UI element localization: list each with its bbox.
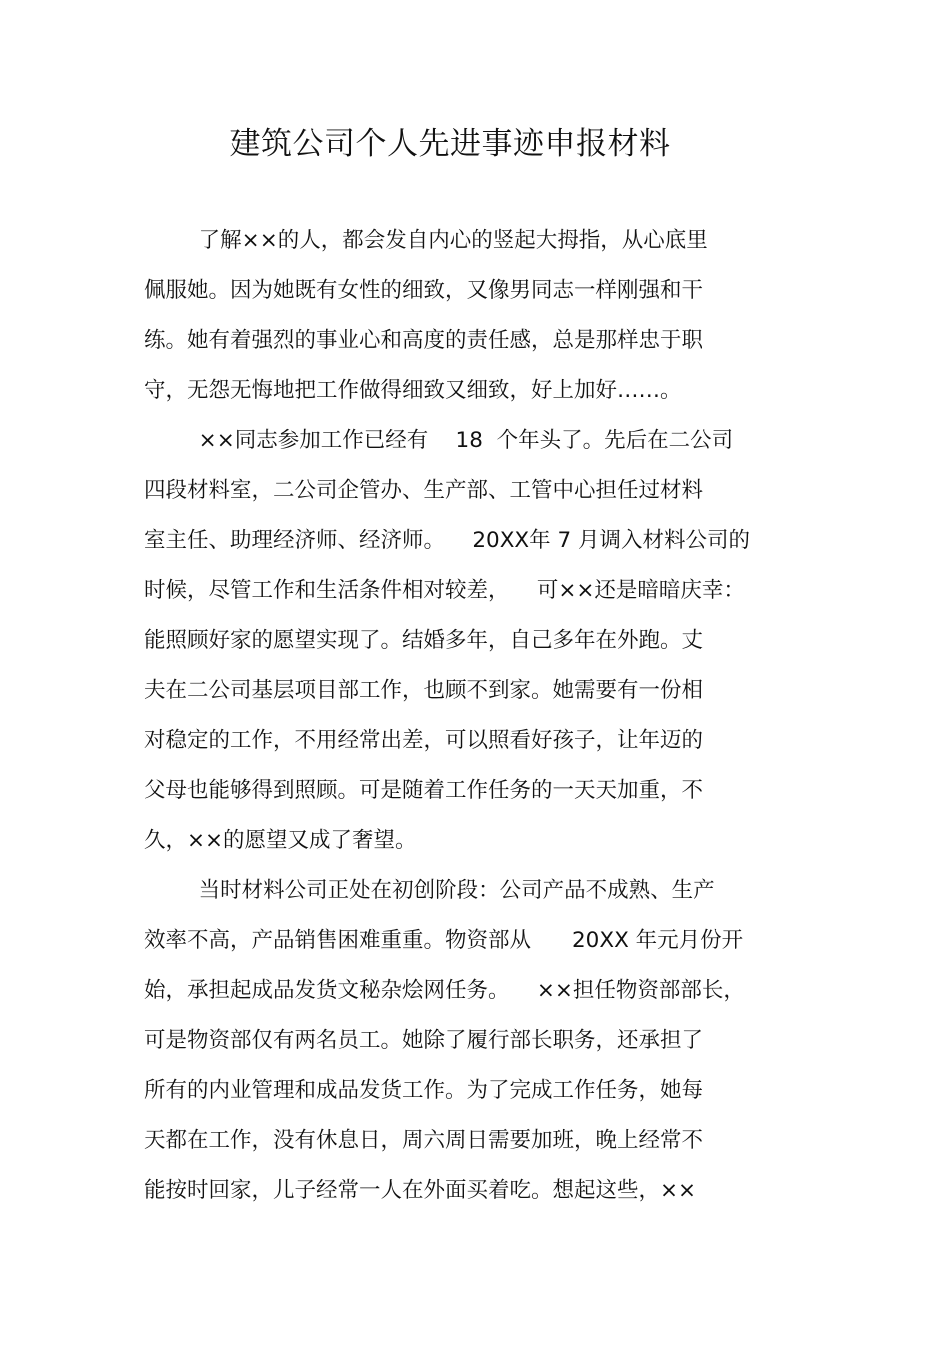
text-line: 当时材料公司正处在初创阶段：公司产品不成熟、生产 [144, 878, 715, 903]
document-body [144, 216, 824, 1216]
text-line: 可是物资部仅有两名员工。她除了履行部长职务，还承担了 [144, 1028, 704, 1053]
text-line: ××同志参加工作已经有 18 个年头了。先后在二公司 [144, 428, 734, 453]
text-line: 对稳定的工作，不用经常出差，可以照看好孩子，让年迈的 [144, 728, 704, 753]
text-line: 夫在二公司基层项目部工作，也顾不到家。她需要有一份相 [144, 678, 704, 703]
text-line: 始，承担起成品发货文秘杂烩网任务。 ××担任物资部部长， [144, 978, 745, 1003]
document-title: 建筑公司个人先进事迹申报材料 [229, 126, 671, 162]
text-line: 了解××的人，都会发自内心的竖起大拇指，从心底里 [144, 228, 708, 253]
text-line: 天都在工作，没有休息日，周六周日需要加班，晚上经常不 [144, 1128, 704, 1153]
text-line: 四段材料室，二公司企管办、生产部、工管中心担任过材料 [144, 478, 704, 503]
text-line: 父母也能够得到照顾。可是随着工作任务的一天天加重，不 [144, 778, 704, 803]
text-line: 佩服她。因为她既有女性的细致，又像男同志一样刚强和干 [144, 278, 704, 303]
text-line: 所有的内业管理和成品发货工作。为了完成工作任务，她每 [144, 1078, 704, 1103]
text-line: 能照顾好家的愿望实现了。结婚多年，自己多年在外跑。丈 [144, 628, 704, 653]
text-line: 效率不高，产品销售困难重重。物资部从 20XX 年元月份开 [144, 928, 744, 953]
text-line: 守，无怨无悔地把工作做得细致又细致，好上加好……。 [144, 378, 682, 403]
text-line: 室主任、助理经济师、经济师。 20XX年 7 月调入材料公司的 [144, 528, 751, 553]
text-line: 练。她有着强烈的事业心和高度的责任感，总是那样忠于职 [144, 328, 704, 353]
text-line: 能按时回家，儿子经常一人在外面买着吃。想起这些，×× [144, 1178, 697, 1203]
text-line: 久，××的愿望又成了奢望。 [144, 828, 417, 853]
text-line: 时候，尽管工作和生活条件相对较差， 可××还是暗暗庆幸： [144, 578, 745, 603]
